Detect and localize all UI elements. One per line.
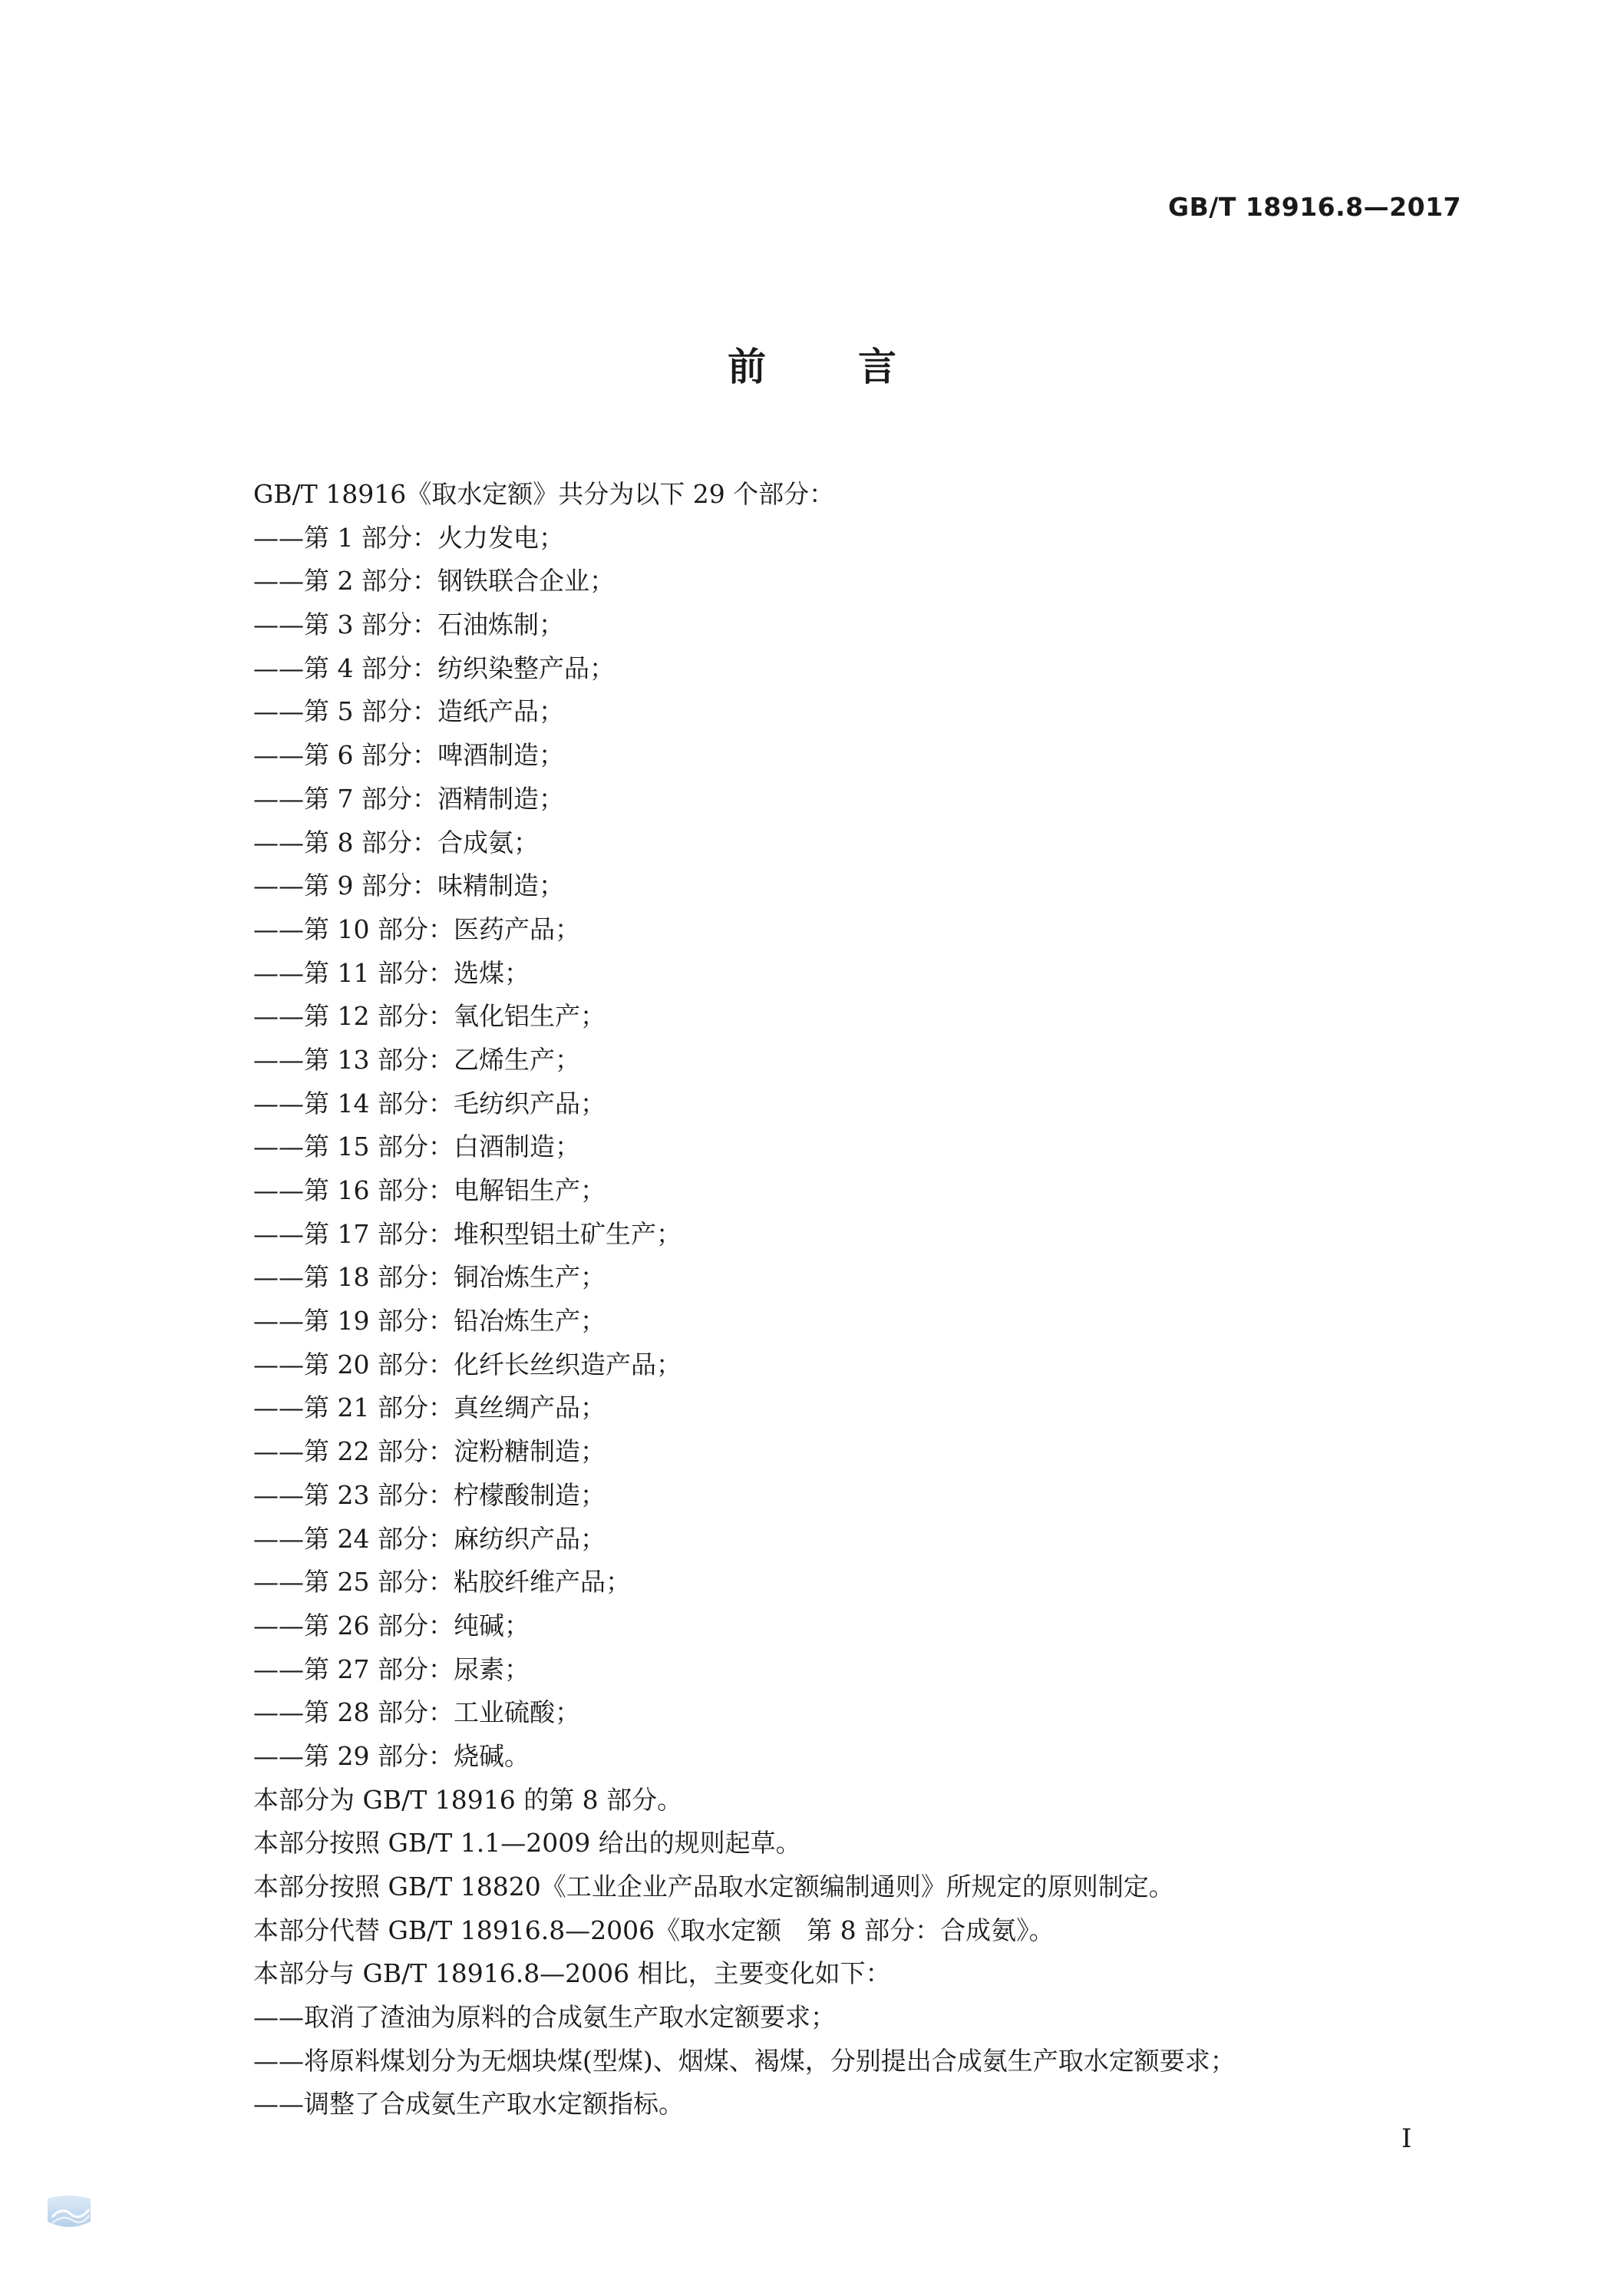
body-line: ——第 19 部分：铅冶炼生产；: [253, 1306, 606, 1336]
body-line: ——第 27 部分：尿素；: [253, 1654, 530, 1684]
body-line: 本部分与 GB/T 18916.8—2006 相比，主要变化如下：: [253, 1958, 891, 1989]
body-line: ——第 15 部分：白酒制造；: [253, 1132, 580, 1162]
body-line: ——第 5 部分：造纸产品；: [253, 696, 564, 727]
body-line: ——第 25 部分：粘胶纤维产品；: [253, 1567, 631, 1598]
body-line: ——第 21 部分：真丝绸产品；: [253, 1393, 606, 1423]
body-line: ——第 2 部分：钢铁联合企业；: [253, 566, 615, 596]
body-line: ——第 10 部分：医药产品；: [253, 914, 580, 944]
body-line: ——第 8 部分：合成氨；: [253, 827, 539, 857]
body-line: 本部分按照 GB/T 1.1—2009 给出的规则起草。: [253, 1828, 801, 1859]
sac-logo-icon: [45, 2194, 94, 2232]
body-line: ——第 18 部分：铜冶炼生产；: [253, 1262, 606, 1293]
body-line: ——第 3 部分：石油炼制；: [253, 610, 564, 640]
body-line: ——第 26 部分：纯碱；: [253, 1610, 530, 1640]
body-line: 本部分为 GB/T 18916 的第 8 部分。: [253, 1784, 683, 1815]
body-line: ——第 13 部分：乙烯生产；: [253, 1044, 580, 1075]
body-line: ——第 23 部分：柠檬酸制造；: [253, 1479, 606, 1510]
body-line: ——第 1 部分：火力发电；: [253, 522, 564, 553]
body-line: 本部分按照 GB/T 18820《工业企业产品取水定额编制通则》所规定的原则制定。: [253, 1872, 1174, 1901]
body-line: ——第 7 部分：酒精制造；: [253, 783, 564, 814]
body-content: [253, 473, 1451, 2126]
page-number: I: [1401, 2123, 1412, 2154]
body-line: ——第 9 部分：味精制造；: [253, 871, 564, 901]
body-line: ——第 12 部分：氧化铝生产；: [253, 1001, 606, 1032]
body-line: ——第 22 部分：淀粉糖制造；: [253, 1436, 606, 1467]
body-line: ——第 6 部分：啤酒制造；: [253, 740, 564, 771]
body-line: ——第 28 部分：工业硫酸；: [253, 1697, 580, 1728]
intro-line: GB/T 18916《取水定额》共分为以下 29 个部分：: [253, 479, 835, 509]
body-line: ——第 11 部分：选煤；: [253, 957, 530, 988]
body-line: 本部分代替 GB/T 18916.8—2006《取水定额 第 8 部分：合成氨》。: [253, 1915, 1055, 1945]
body-line: ——第 17 部分：堆积型铝土矿生产；: [253, 1218, 682, 1249]
page-title: 前言: [728, 345, 989, 389]
standard-code: GB/T 18916.8—2017: [1168, 192, 1461, 222]
body-line: ——第 29 部分：烧碱。: [253, 1740, 530, 1771]
body-line: ——取消了渣油为原料的合成氨生产取水定额要求；: [253, 2002, 836, 2033]
body-line: ——第 24 部分：麻纺织产品；: [253, 1523, 606, 1554]
body-line: ——调整了合成氨生产取水定额指标。: [253, 2089, 684, 2120]
body-line: ——第 20 部分：化纤长丝织造产品；: [253, 1349, 682, 1379]
body-line: ——将原料煤划分为无烟块煤(型煤)、烟煤、褐煤，分别提出合成氨生产取水定额要求；: [253, 2045, 1236, 2076]
body-line: ——第 4 部分：纺织染整产品；: [253, 653, 615, 683]
body-line: ——第 14 部分：毛纺织产品；: [253, 1088, 606, 1118]
body-line: ——第 16 部分：电解铝生产；: [253, 1175, 606, 1205]
